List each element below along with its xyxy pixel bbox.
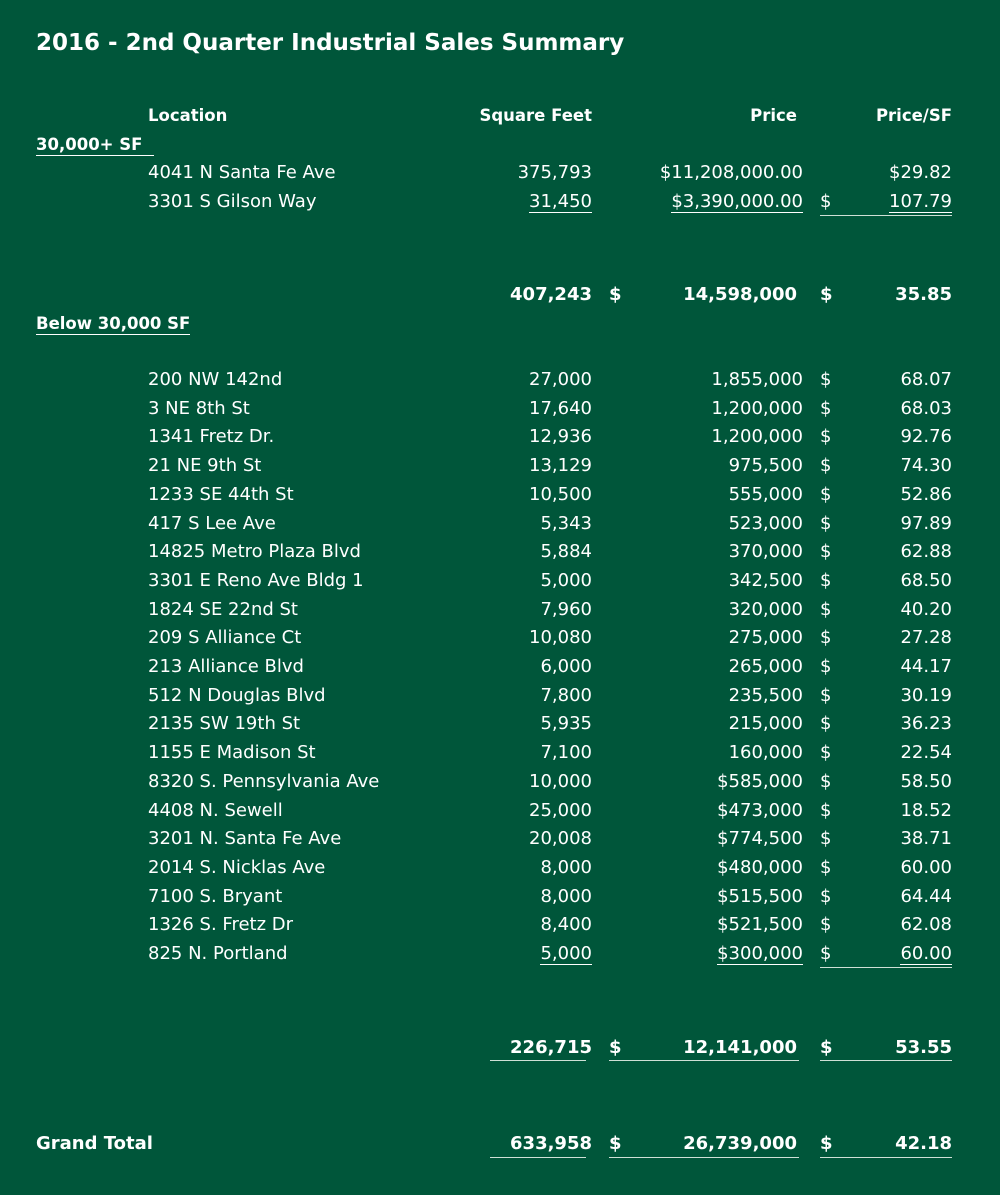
row-underline-ppsf [820,215,952,216]
square-feet-cell: 5,343 [540,512,592,534]
square-feet-cell: 7,960 [540,598,592,620]
table-row [0,742,1000,771]
price-cell: $473,000 [717,799,803,821]
dollar-sign-cell: $ [820,914,832,936]
section-label-large: 30,000+ SF [36,135,154,156]
table-row [0,162,1000,191]
table-row [0,513,1000,542]
price-sf-cell: 68.03 [900,397,952,419]
grand-total-price: 26,739,000 [683,1133,797,1154]
square-feet-cell: 10,080 [529,627,592,649]
header-price-sf: Price/SF [875,106,952,125]
price-sf-cell: 60.00 [900,856,952,878]
price-sf-cell: 30.19 [900,684,952,706]
dollar-sign-cell: $ [820,455,832,477]
grand-underline-ppsf [820,1157,952,1158]
location-cell: 1341 Fretz Dr. [148,426,275,448]
dollar-sign-cell: $ [820,656,832,677]
table-row [0,599,1000,628]
price-cell: 1,200,000 [711,397,803,419]
square-feet-cell: 5,935 [540,713,592,735]
price-sf-cell: 18.52 [900,799,952,821]
price-sf-cell: 74.30 [900,455,952,477]
location-cell: 200 NW 142nd [148,369,283,390]
price-sf-cell: 58.50 [900,770,952,792]
price-cell: 275,000 [728,627,803,649]
location-cell: 2014 S. Nicklas Ave [148,856,326,878]
square-feet-cell: 27,000 [529,369,592,390]
dollar-sign-cell: $ [820,742,832,764]
total-underline-sf [490,1060,586,1061]
price-cell: 1,200,000 [711,426,803,448]
square-feet-cell: 31,450 [529,191,592,212]
dollar-sign-cell: $ [820,770,832,792]
section-large-total-price-dollar: $ [609,284,622,305]
square-feet-cell: 20,008 [529,828,592,850]
section-large-total-sf: 407,243 [510,284,592,305]
table-row [0,828,1000,857]
dollar-sign-cell: $ [820,541,832,563]
header-price: Price [750,106,797,125]
square-feet-cell: 8,000 [540,856,592,878]
grand-total-sf: 633,958 [510,1133,592,1154]
square-feet-cell: 12,936 [529,426,592,448]
grand-underline-sf [490,1157,586,1158]
location-cell: 8320 S. Pennsylvania Ave [148,770,380,792]
price-cell: $480,000 [717,856,803,878]
page-title: 2016 - 2nd Quarter Industrial Sales Summary [36,30,625,56]
price-sf-cell: 97.89 [900,512,952,534]
square-feet-cell: 5,000 [540,569,592,591]
location-cell: 3 NE 8th St [148,397,250,419]
dollar-sign-cell: $ [820,799,832,821]
price-cell: $774,500 [717,828,803,850]
location-cell: 3301 S Gilson Way [148,191,317,212]
price-cell: 265,000 [728,656,803,677]
table-row [0,627,1000,656]
price-cell: 215,000 [728,713,803,735]
section-small-total-ppsf-dollar: $ [820,1037,833,1058]
table-row [0,656,1000,685]
section-small-total-sf: 226,715 [510,1037,592,1058]
dollar-sign-cell: $ [820,426,832,448]
dollar-sign-cell: $ [820,397,832,419]
section-large-total-row [0,284,1000,314]
location-cell: 417 S Lee Ave [148,512,276,534]
square-feet-cell: 8,400 [540,914,592,936]
price-sf-cell: 52.86 [900,483,952,505]
table-row [0,771,1000,800]
header-location: Location [148,106,228,125]
location-cell: 825 N. Portland [148,943,288,964]
dollar-sign-cell: $ [820,483,832,505]
grand-total-row [0,1133,1000,1163]
price-sf-cell: 62.08 [900,914,952,936]
table-row [0,886,1000,915]
square-feet-cell: 375,793 [517,162,592,183]
price-cell: 555,000 [728,483,803,505]
location-cell: 512 N Douglas Blvd [148,684,326,706]
row-underline-ppsf [820,967,952,968]
price-sf-cell: 92.76 [900,426,952,448]
price-sf-cell: 27.28 [900,627,952,649]
dollar-sign-cell: $ [820,569,832,591]
location-cell: 3201 N. Santa Fe Ave [148,828,342,850]
price-sf-cell: 22.54 [900,742,952,764]
section-small-total-price: 12,141,000 [683,1037,797,1058]
location-cell: 1824 SE 22nd St [148,598,298,620]
grand-total-ppsf: 42.18 [895,1133,952,1154]
price-cell: $585,000 [717,770,803,792]
dollar-sign-cell: $ [820,943,832,964]
location-cell: 3301 E Reno Ave Bldg 1 [148,569,364,591]
location-cell: 14825 Metro Plaza Blvd [148,541,361,563]
price-cell: 975,500 [728,455,803,477]
square-feet-cell: 17,640 [529,397,592,419]
square-feet-cell: 25,000 [529,799,592,821]
square-feet-cell: 10,000 [529,770,592,792]
section-label-small: Below 30,000 SF [36,314,191,333]
price-cell: 235,500 [728,684,803,706]
location-cell: 1233 SE 44th St [148,483,294,505]
location-cell: 1326 S. Fretz Dr [148,914,294,936]
table-row [0,455,1000,484]
price-cell: $300,000 [717,943,803,964]
price-sf-cell: 68.50 [900,569,952,591]
price-cell: 342,500 [728,569,803,591]
price-sf-cell: 44.17 [900,656,952,677]
table-row [0,800,1000,829]
square-feet-cell: 7,100 [540,742,592,764]
price-cell: 1,855,000 [711,369,803,390]
dollar-sign-cell: $ [820,828,832,850]
price-cell: 320,000 [728,598,803,620]
price-sf-cell: 40.20 [900,598,952,620]
location-cell: 21 NE 9th St [148,455,262,477]
location-cell: 1155 E Madison St [148,742,316,764]
price-cell: $515,500 [717,885,803,907]
grand-total-label: Grand Total [36,1133,153,1154]
table-row [0,685,1000,714]
grand-total-ppsf-dollar: $ [820,1133,833,1154]
total-underline-ppsf [820,1060,952,1061]
section-large-total-price: 14,598,000 [683,284,797,305]
dollar-sign-cell: $ [820,627,832,649]
location-cell: 209 S Alliance Ct [148,627,302,649]
price-sf-cell: 36.23 [900,713,952,735]
dollar-sign-cell: $ [820,512,832,534]
dollar-sign-cell: $ [820,713,832,735]
table-row [0,857,1000,886]
header-square-feet: Square Feet [479,106,592,125]
table-row [0,713,1000,742]
price-sf-cell: 38.71 [900,828,952,850]
price-sf-cell: 68.07 [900,369,952,390]
square-feet-cell: 6,000 [540,656,592,677]
price-cell: $3,390,000.00 [671,191,803,212]
location-cell: 213 Alliance Blvd [148,656,304,677]
square-feet-cell: 5,000 [540,943,592,964]
section-large-total-ppsf: 35.85 [895,284,952,305]
location-cell: 4408 N. Sewell [148,799,283,821]
square-feet-cell: 7,800 [540,684,592,706]
square-feet-cell: 13,129 [529,455,592,477]
table-row [0,914,1000,943]
location-cell: 4041 N Santa Fe Ave [148,162,336,183]
square-feet-cell: 5,884 [540,541,592,563]
price-cell: 160,000 [728,742,803,764]
table-row [0,570,1000,599]
section-small-total-price-dollar: $ [609,1037,622,1058]
table-row [0,484,1000,513]
dollar-sign-cell: $ [820,856,832,878]
price-cell: $521,500 [717,914,803,936]
table-row [0,426,1000,455]
grand-underline-price [609,1157,799,1158]
square-feet-cell: 10,500 [529,483,592,505]
price-sf-cell: 60.00 [900,943,952,964]
grand-total-price-dollar: $ [609,1133,622,1154]
location-cell: 2135 SW 19th St [148,713,301,735]
price-sf-cell: $29.82 [889,162,952,183]
total-underline-price [609,1060,799,1061]
dollar-sign-cell: $ [820,885,832,907]
section-small-total-row [0,1037,1000,1067]
dollar-sign-cell: $ [820,369,832,390]
price-cell: 370,000 [728,541,803,563]
price-cell: 523,000 [728,512,803,534]
table-row [0,541,1000,570]
section-large-total-ppsf-dollar: $ [820,284,833,305]
location-cell: 7100 S. Bryant [148,885,283,907]
table-row [0,369,1000,398]
dollar-sign-cell: $ [820,598,832,620]
dollar-sign-cell: $ [820,684,832,706]
price-sf-cell: 64.44 [900,885,952,907]
price-cell: $11,208,000.00 [659,162,803,183]
dollar-sign-cell: $ [820,191,832,212]
price-sf-cell: 107.79 [889,191,952,212]
price-sf-cell: 62.88 [900,541,952,563]
square-feet-cell: 8,000 [540,885,592,907]
section-small-total-ppsf: 53.55 [895,1037,952,1058]
table-row [0,398,1000,427]
